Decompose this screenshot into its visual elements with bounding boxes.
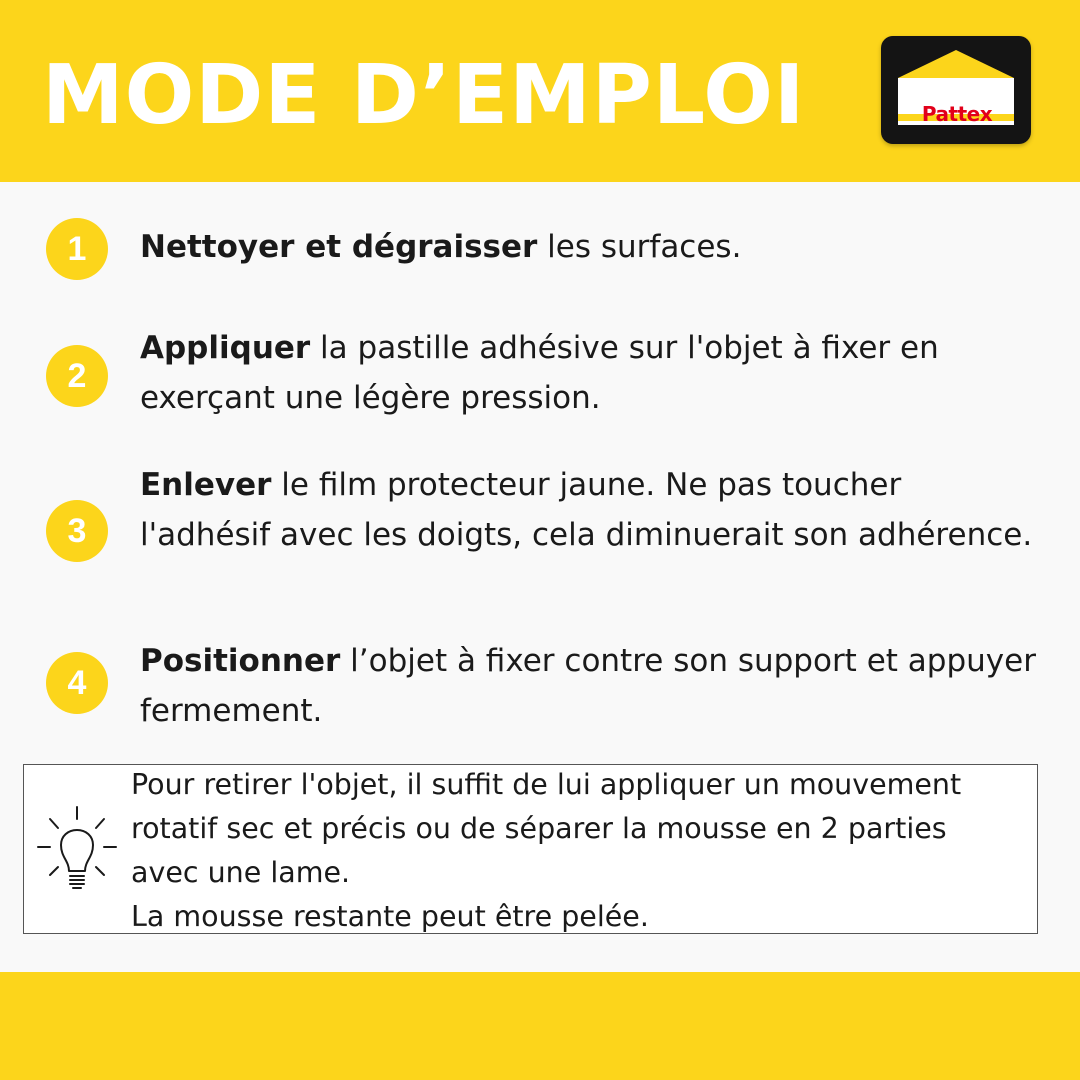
step-keyword: Nettoyer et dégraisser	[140, 229, 538, 265]
logo-wordmark: Pattex	[921, 102, 993, 126]
step-description: la pastille adhésive sur l'objet à fixer en exerçant une légère pression.	[140, 330, 939, 416]
step-description: l’objet à fixer contre son support et appuyer fermement.	[140, 643, 1036, 729]
step-keyword: Appliquer	[140, 330, 311, 366]
header-banner	[0, 0, 1080, 182]
step-text	[140, 323, 1040, 423]
step-text	[140, 636, 1040, 736]
tip-line: La mousse restante peut être pelée.	[131, 900, 649, 933]
tip-line: avec une lame.	[131, 856, 351, 889]
tip-line: rotatif sec et précis ou de séparer la mousse en 2 parties	[131, 812, 947, 845]
step-keyword: Enlever	[140, 467, 272, 503]
step-number-badge: 4	[46, 652, 108, 714]
pattex-logo	[881, 36, 1031, 144]
pattex-logo-graphic	[881, 36, 1031, 144]
tip-box	[23, 764, 1038, 934]
step-number-badge: 1	[46, 218, 108, 280]
step-description: les surfaces.	[537, 229, 742, 265]
tip-line: Pour retirer l'objet, il suffit de lui appliquer un mouvement	[131, 768, 962, 801]
step-keyword: Positionner	[140, 643, 341, 679]
page-title: MODE D’EMPLOI	[42, 48, 806, 143]
step-text	[140, 460, 1040, 560]
lightbulb-icon	[34, 803, 124, 895]
tip-text	[131, 763, 1037, 939]
footer-banner	[0, 972, 1080, 1080]
step-description: le film protecteur jaune. Ne pas toucher l'adhésif avec les doigts, cela diminuerait son adhérence.	[140, 467, 1033, 553]
step-text	[140, 222, 1040, 272]
step-number-badge: 2	[46, 345, 108, 407]
step-number-badge: 3	[46, 500, 108, 562]
